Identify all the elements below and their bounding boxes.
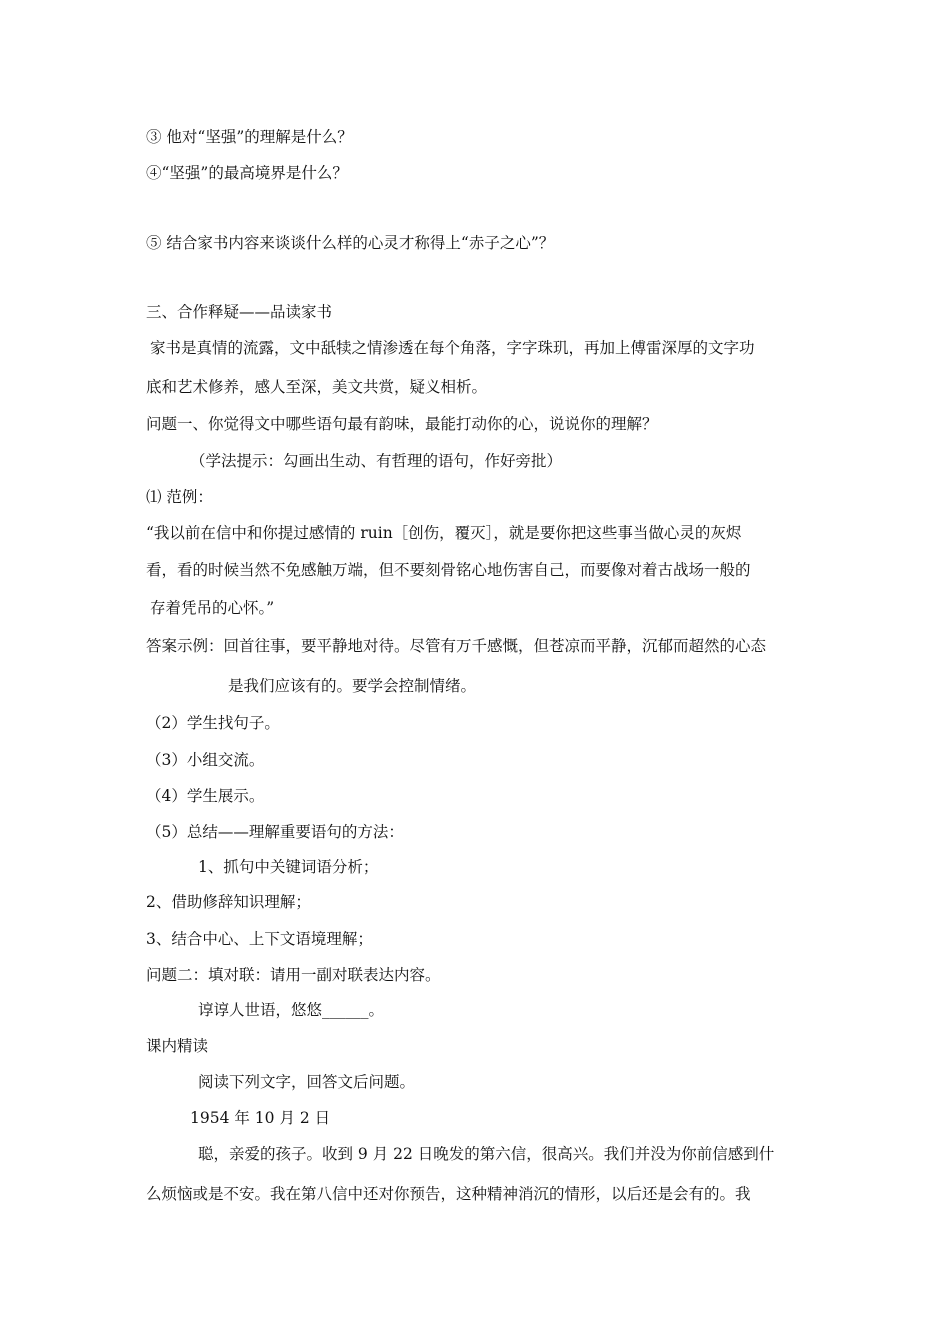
quote-line-3: 存着凭吊的心怀。” <box>150 599 275 617</box>
section-heading-reading: 课内精读 <box>146 1037 209 1055</box>
method-3: 3、结合中心、上下文语境理解； <box>146 930 373 948</box>
step-3: （3）小组交流。 <box>146 751 265 769</box>
method-1: 1、抓句中关键词语分析； <box>198 858 379 876</box>
problem-2: 问题二：填对联：请用一副对联表达内容。 <box>146 966 441 984</box>
letter-line-2: 么烦恼或是不安。我在第八信中还对你预告，这种精神消沉的情形，以后还是会有的。我 <box>146 1185 751 1203</box>
intro-paragraph-line-2: 底和艺术修养，感人至深，美文共赏，疑义相析。 <box>146 378 488 396</box>
intro-paragraph-line-1: 家书是真情的流露，文中舐犊之情渗透在每个角落，字字珠玑，再加上傅雷深厚的文字功 <box>150 339 755 357</box>
question-4: ④“坚强”的最高境界是什么？ <box>146 164 348 182</box>
answer-example-line-2: 是我们应该有的。要学会控制情绪。 <box>228 677 477 695</box>
example-label: ⑴ 范例： <box>146 488 213 506</box>
section-heading-3: 三、合作释疑——品读家书 <box>146 303 333 321</box>
study-hint: （学法提示：勾画出生动、有哲理的语句，作好旁批） <box>190 452 563 470</box>
step-2: （2）学生找句子。 <box>146 714 280 732</box>
question-3: ③ 他对“坚强”的理解是什么？ <box>146 128 353 146</box>
couplet-blank: 谆谆人世语，悠悠______。 <box>198 1001 385 1019</box>
letter-line-1: 聪，亲爱的孩子。收到 9 月 22 日晚发的第六信，很高兴。我们并没为你前信感到什 <box>198 1145 775 1163</box>
problem-1: 问题一、你觉得文中哪些语句最有韵味，最能打动你的心，说说你的理解？ <box>146 415 658 433</box>
step-4: （4）学生展示。 <box>146 787 265 805</box>
reading-instruction: 阅读下列文字，回答文后问题。 <box>198 1073 416 1091</box>
question-5: ⑤ 结合家书内容来谈谈什么样的心灵才称得上“赤子之心”？ <box>146 234 555 252</box>
quote-line-2: 看，看的时候当然不免感触万端，但不要刻骨铭心地伤害自己，而要像对着古战场一般的 <box>146 561 751 579</box>
step-5: （5）总结——理解重要语句的方法： <box>146 823 404 841</box>
answer-example-line-1: 答案示例：回首往事，要平静地对待。尽管有万千感慨，但苍凉而平静，沉郁而超然的心态 <box>146 637 767 655</box>
method-2: 2、借助修辞知识理解； <box>146 893 311 911</box>
quote-line-1: “我以前在信中和你提过感情的 ruin［创伤，覆灭］，就是要你把这些事当做心灵的灰烬 <box>146 524 742 542</box>
letter-date: 1954 年 10 月 2 日 <box>190 1109 331 1127</box>
